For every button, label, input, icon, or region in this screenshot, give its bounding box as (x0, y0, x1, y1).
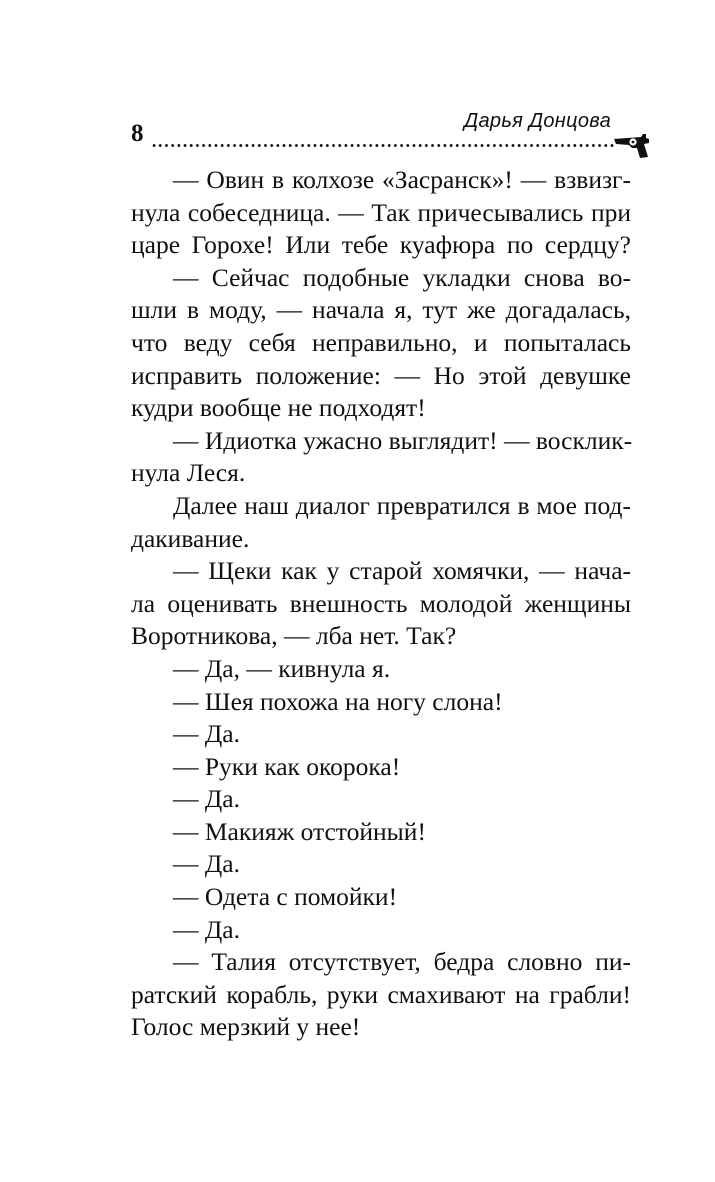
text-line: дакивание. (131, 523, 250, 553)
page-body-text (131, 164, 631, 1044)
page-number: 8 (131, 120, 144, 147)
text-line: — Одета с помойки! (173, 882, 398, 912)
text-line: — Да. (173, 914, 240, 944)
text-line: — Сейчас подобные укладки снова во- (173, 262, 631, 292)
text-line: — Талия отсутствует, бедра словно пи- (173, 947, 631, 977)
text-line: исправить положение: — Но этой девушке (131, 360, 631, 390)
text-line: — Да, — кивнула я. (173, 653, 391, 683)
running-header (0, 0, 715, 170)
text-line: — Да. (173, 719, 240, 749)
text-line: нула собеседница. — Так причесывались при (131, 197, 631, 227)
text-line: царе Горохе! Или тебе куафюра по сердцу? (131, 230, 631, 260)
author-name: Дарья Донцова (464, 110, 611, 132)
text-line: Воротникова, — лба нет. Так? (131, 621, 457, 651)
text-line: — Шея похожа на ногу слона! (173, 686, 503, 716)
text-line: что веду себя неправильно, и попыталась (131, 327, 631, 357)
header-dotted-rule (151, 144, 616, 147)
text-line: — Да. (173, 784, 240, 814)
text-line: ратский корабль, руки смахивают на грабли! (131, 979, 631, 1009)
text-line: — Идиотка ужасно выглядит! — восклик- (173, 425, 633, 455)
text-line: Голос мерзкий у нее! (131, 1012, 361, 1042)
text-line: — Руки как окорока! (173, 751, 401, 781)
text-line: кудри вообще не подходят! (131, 393, 426, 423)
text-line: — Овин в колхозе «Засранск»! — взвизг- (173, 165, 631, 194)
text-line: ла оценивать внешность молодой женщины (131, 588, 631, 618)
text-line: шли в моду, — начала я, тут же догадалась, (131, 295, 631, 325)
text-line: Далее наш диалог превратился в мое под- (173, 490, 631, 520)
revolver-icon (612, 130, 652, 160)
text-line: — Макияж отстойный! (173, 816, 426, 846)
text-line: нула Леся. (131, 458, 246, 488)
text-line: — Да. (173, 849, 240, 879)
text-line: — Щеки как у старой хомячки, — нача- (173, 556, 631, 586)
